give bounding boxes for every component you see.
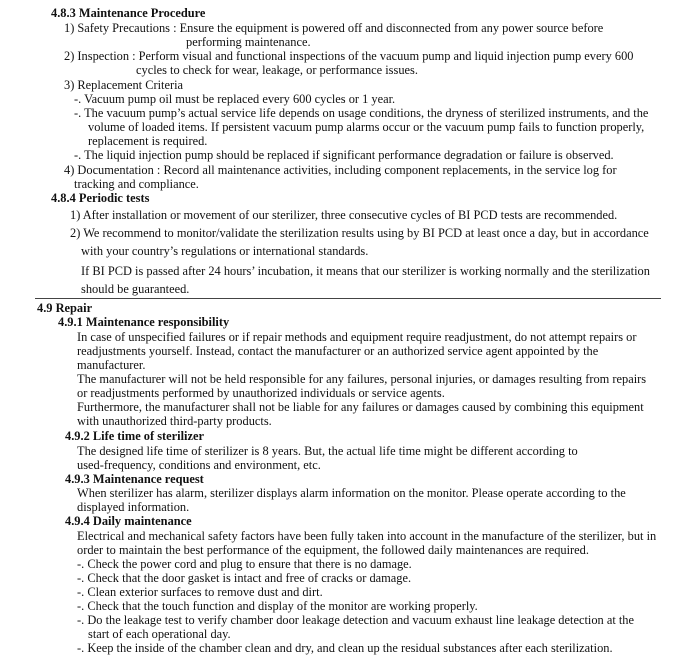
periodic-test-item: 2) We recommend to monitor/validate the sterilization results using by BI PCD at least once a day, but in accordance <box>70 226 649 240</box>
daily-check-item: -. Do the leakage test to verify chamber door leakage detection and vacuum exhaust line leakage detection at the <box>77 613 634 627</box>
replacement-bullet-cont: volume of loaded items. If persistent vacuum pump alarms occur or the vacuum pump fails to function properly, <box>88 120 645 134</box>
paragraph-line: displayed information. <box>77 500 190 514</box>
paragraph-line: order to maintain the best performance of the equipment, the followed daily maintenances are required. <box>77 543 589 557</box>
daily-check-item: -. Keep the inside of the chamber clean and dry, and clean up the residual substances after each sterilization. <box>77 641 613 655</box>
maintenance-item-documentation-cont: tracking and compliance. <box>74 177 199 191</box>
daily-check-item-cont: start of each operational day. <box>88 627 231 641</box>
maintenance-item-safety-cont: performing maintenance. <box>186 35 311 49</box>
section-heading-4-9-4: 4.9.4 Daily maintenance <box>65 514 192 528</box>
paragraph-line: or readjustments performed by unauthorized individuals or service agents. <box>77 386 445 400</box>
maintenance-item-safety: 1) Safety Precautions : Ensure the equipment is powered off and disconnected from any power source before <box>64 21 604 35</box>
section-heading-4-9-3: 4.9.3 Maintenance request <box>65 472 204 486</box>
maintenance-item-inspection: 2) Inspection : Perform visual and functional inspections of the vacuum pump and liquid injection pump every 600 <box>64 49 634 63</box>
section-heading-4-8-4: 4.8.4 Periodic tests <box>51 191 150 205</box>
maintenance-item-replacement: 3) Replacement Criteria <box>64 78 184 92</box>
maintenance-item-inspection-cont: cycles to check for wear, leakage, or performance issues. <box>136 63 418 77</box>
section-heading-4-9-2: 4.9.2 Life time of sterilizer <box>65 429 204 443</box>
paragraph-line: Electrical and mechanical safety factors have been fully taken into account in the manufacture of the sterilizer, but in <box>77 529 657 543</box>
daily-check-item: -. Check that the touch function and display of the monitor are working properly. <box>77 599 478 613</box>
replacement-bullet: -. The liquid injection pump should be replaced if significant performance degradation or failure is observed. <box>74 148 614 162</box>
paragraph-line: The manufacturer will not be held responsible for any failures, personal injuries, or damages resulting from repairs <box>77 372 647 386</box>
paragraph-line: The designed life time of sterilizer is 8 years. But, the actual life time might be different according to <box>77 444 578 458</box>
maintenance-item-documentation: 4) Documentation : Record all maintenance activities, including component replacements, in the service log for <box>64 163 617 177</box>
daily-check-item: -. Check that the door gasket is intact and free of cracks or damage. <box>77 571 412 585</box>
periodic-test-note-cont: should be guaranteed. <box>81 282 190 296</box>
paragraph-line: used-frequency, conditions and environment, etc. <box>77 458 321 472</box>
paragraph-line: readjustments yourself. Instead, contact the manufacturer or an authorized service agent appointed by the <box>77 344 599 358</box>
replacement-bullet: -. The vacuum pump’s actual service life depends on usage conditions, the dryness of sterilized instruments, and the <box>74 106 649 120</box>
daily-check-item: -. Check the power cord and plug to ensure that there is no damage. <box>77 557 412 571</box>
periodic-test-note: If BI PCD is passed after 24 hours’ incubation, it means that our sterilizer is working normally and the sterilization <box>81 264 650 278</box>
section-heading-4-9-1: 4.9.1 Maintenance responsibility <box>58 315 230 329</box>
paragraph-line: with unauthorized third-party products. <box>77 414 272 428</box>
replacement-bullet-cont: replacement is required. <box>88 134 208 148</box>
section-divider <box>35 298 661 299</box>
section-heading-4-8-3: 4.8.3 Maintenance Procedure <box>51 6 206 20</box>
daily-check-item: -. Clean exterior surfaces to remove dust and dirt. <box>77 585 323 599</box>
paragraph-line: In case of unspecified failures or if repair methods and equipment require readjustment, do not attempt repairs or <box>77 330 637 344</box>
replacement-bullet: -. Vacuum pump oil must be replaced every 600 cycles or 1 year. <box>74 92 396 106</box>
paragraph-line: Furthermore, the manufacturer shall not be liable for any failures or damages caused by combining this equipment <box>77 400 644 414</box>
paragraph-line: manufacturer. <box>77 358 146 372</box>
periodic-test-item-cont: with your country’s regulations or international standards. <box>81 244 369 258</box>
paragraph-line: When sterilizer has alarm, sterilizer displays alarm information on the monitor. Please operate according to the <box>77 486 626 500</box>
section-heading-4-9: 4.9 Repair <box>37 301 93 315</box>
periodic-test-item: 1) After installation or movement of our sterilizer, three consecutive cycles of BI PCD tests are recommended. <box>70 208 618 222</box>
